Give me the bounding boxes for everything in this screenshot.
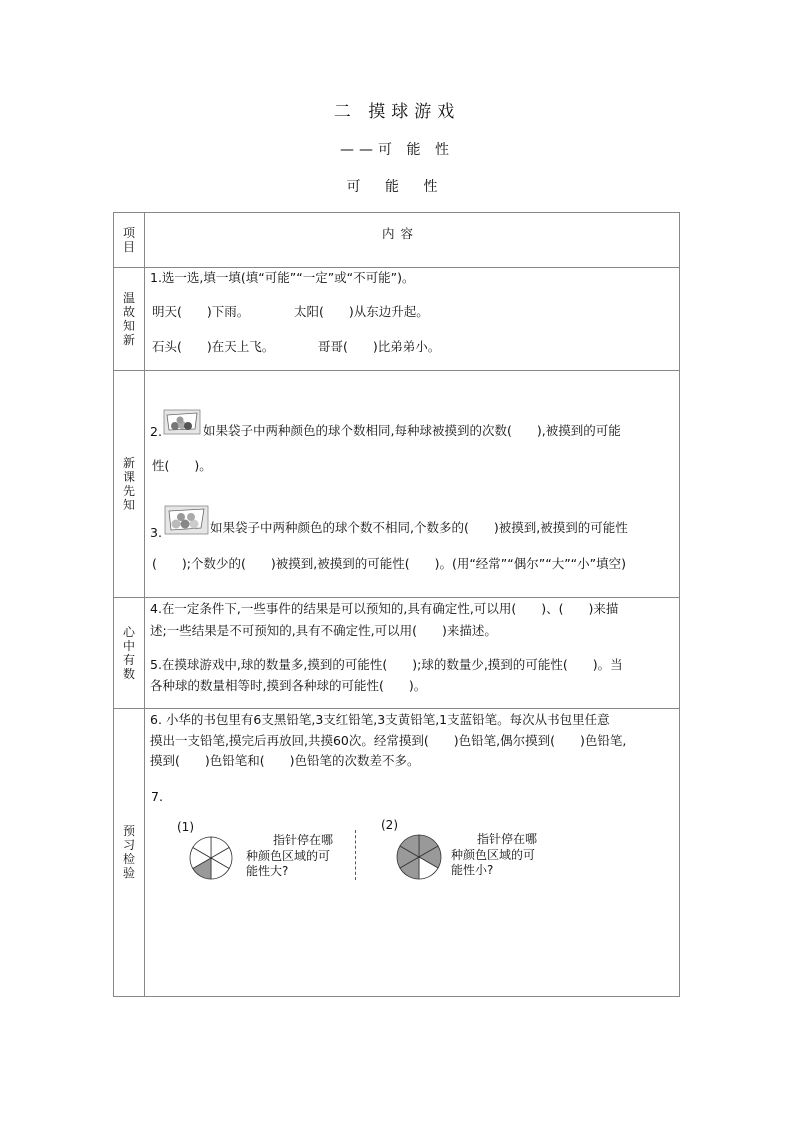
q7-part2-question-1: 指针停在哪 [477, 832, 538, 846]
q6-line2: 摸出一支铅笔,摸完后再放回,共摸60次。经常摸到( )色铅笔,偶尔摸到( )色铅笔, [150, 733, 627, 748]
header-col2: 内 容 [382, 226, 414, 241]
ball-bag-icon [163, 409, 201, 435]
q7-part1-label: (1) [177, 820, 194, 834]
header-col1-text: 项目 [122, 226, 135, 254]
row-label-2 [114, 370, 144, 597]
row-label-text: 温故知新 [122, 290, 135, 347]
q3-number: 3. [150, 525, 162, 540]
column-divider [144, 213, 145, 996]
row-label-text: 新课先知 [122, 455, 135, 512]
row-label-text: 心中有数 [122, 624, 135, 681]
row-divider [114, 597, 679, 598]
q1-item-a: 明天( )下雨。 [152, 304, 250, 319]
ball-bag-icon [164, 505, 209, 535]
q7-part2-question-2: 种颜色区域的可 [451, 848, 536, 862]
q1-item-c: 石头( )在天上飞。 [152, 339, 275, 354]
q7-part2-label: (2) [381, 818, 398, 832]
row-label-4 [114, 708, 144, 996]
row-divider [114, 267, 679, 268]
q3-line2: ( );个数少的( )被摸到,被摸到的可能性( )。(用“经常”“偶尔”“大”“小”填空) [152, 556, 627, 571]
q2-line1: 如果袋子中两种颜色的球个数相同,每种球被摸到的次数( ),被摸到的可能 [203, 423, 621, 438]
q7-part1-question-1: 指针停在哪 [273, 833, 334, 847]
q2-line2: 性( )。 [152, 458, 212, 473]
q7-part1-question-3: 能性大? [246, 864, 289, 878]
row-label-text: 预习检验 [122, 824, 135, 880]
spinner-1 [189, 836, 233, 880]
q7-part2-question-3: 能性小? [451, 863, 494, 877]
row-divider [114, 370, 679, 371]
q7-part1-question-2: 种颜色区域的可 [246, 849, 331, 863]
q6-line3: 摸到( )色铅笔和( )色铅笔的次数差不多。 [150, 753, 420, 768]
q4-line2: 述;一些结果是不可预知的,具有不确定性,可以用( )来描述。 [150, 623, 497, 638]
q1-instruction: 1.选一选,填一填(填“可能”“一定”或“不可能”)。 [150, 270, 415, 285]
section-title: 可 能 性 [346, 179, 448, 195]
q1-item-b: 太阳( )从东边升起。 [294, 304, 429, 319]
q7-number: 7. [151, 789, 163, 804]
row-label-1 [114, 267, 144, 370]
row-label-3 [114, 597, 144, 708]
q5-line2: 各种球的数量相等时,摸到各种球的可能性( )。 [150, 678, 427, 693]
q1-item-d: 哥哥( )比弟弟小。 [318, 339, 441, 354]
q6-line1: 6. 小华的书包里有6支黑铅笔,3支红铅笔,3支黄铅笔,1支蓝铅笔。每次从书包里任意 [150, 712, 610, 727]
page-title: 二 摸球游戏 [333, 102, 461, 122]
spinner-2 [396, 834, 442, 880]
q7-divider [355, 830, 356, 880]
q4-line1: 4.在一定条件下,一些事件的结果是可以预知的,具有确定性,可以用( )、( )来描 [150, 601, 619, 616]
page-subtitle: ——可 能 性 [340, 142, 454, 158]
q5-line1: 5.在摸球游戏中,球的数量多,摸到的可能性( );球的数量少,摸到的可能性( )。当 [150, 657, 623, 672]
q2-number: 2. [150, 424, 162, 439]
q3-line1: 如果袋子中两种颜色的球个数不相同,个数多的( )被摸到,被摸到的可能性 [210, 520, 628, 535]
header-col1 [114, 213, 144, 267]
row-divider [114, 708, 679, 709]
